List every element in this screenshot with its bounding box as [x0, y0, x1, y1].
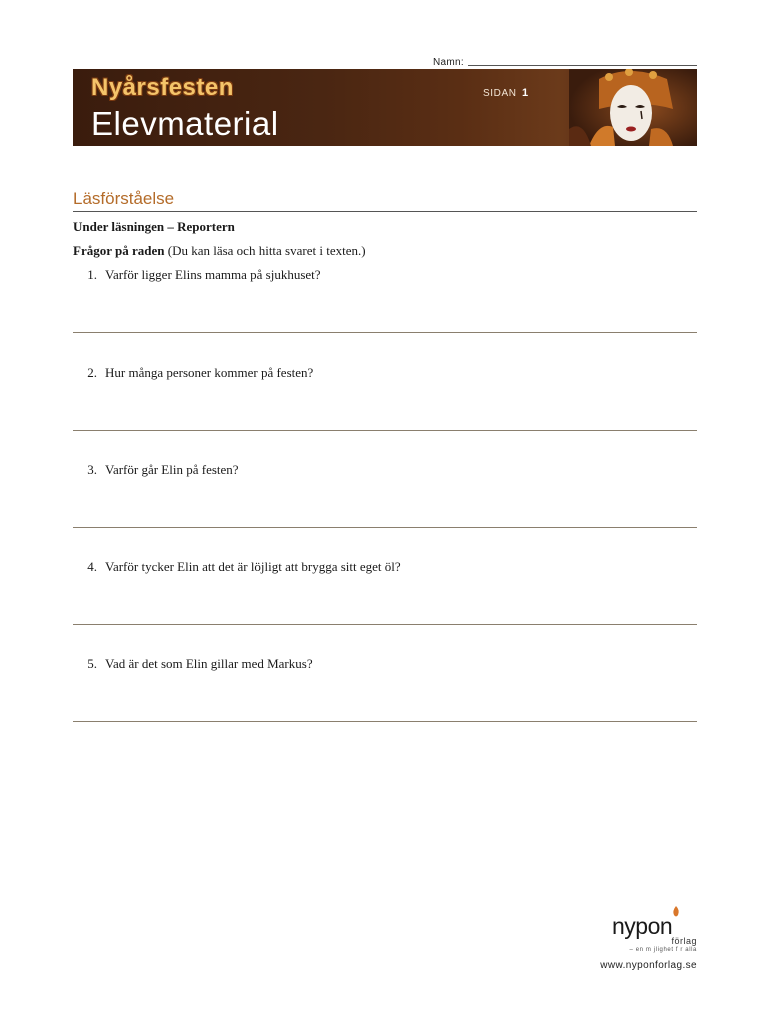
- question-number: 1.: [87, 267, 97, 282]
- answer-line[interactable]: [73, 527, 697, 528]
- name-input-line[interactable]: [468, 65, 697, 66]
- banner-title: Nyårsfesten: [91, 74, 234, 101]
- instructions-text: (Du kan läsa och hitta svaret i texten.): [164, 243, 366, 258]
- banner-subtitle: Elevmaterial: [91, 105, 279, 142]
- question-text: Varför tycker Elin att det är löjligt att brygga sitt eget öl?: [105, 559, 401, 574]
- answer-line[interactable]: [73, 624, 697, 625]
- subheading: Under läsningen – Reportern: [73, 219, 235, 234]
- question-item: [73, 365, 313, 381]
- section-divider: [73, 211, 697, 212]
- instructions: [73, 243, 366, 259]
- question-item: [73, 656, 313, 672]
- question-number: 5.: [87, 656, 97, 671]
- answer-line[interactable]: [73, 721, 697, 722]
- question-number: 3.: [87, 462, 97, 477]
- answer-line[interactable]: [73, 430, 697, 431]
- question-text: Hur många personer kommer på festen?: [105, 365, 314, 380]
- page-label: SIDAN: [483, 88, 517, 99]
- question-item: [73, 559, 401, 575]
- carnival-mask-image: [569, 69, 697, 146]
- header-banner: [73, 69, 697, 146]
- instructions-bold: Frågor på raden: [73, 243, 165, 258]
- question-text: Vad är det som Elin gillar med Markus?: [105, 656, 313, 671]
- page-number: 1: [522, 87, 529, 99]
- name-field[interactable]: [433, 54, 697, 68]
- name-label: Namn:: [433, 57, 464, 68]
- question-text: Varför ligger Elins mamma på sjukhuset?: [105, 267, 321, 282]
- question-text: Varför går Elin på festen?: [105, 462, 239, 477]
- section-title: Läsförståelse: [73, 189, 175, 208]
- question-item: [73, 462, 239, 478]
- question-item: [73, 267, 321, 283]
- publisher-logo: [612, 905, 697, 955]
- question-number: 4.: [87, 559, 97, 574]
- question-number: 2.: [87, 365, 97, 380]
- website-link[interactable]: www.nyponforlag.se: [600, 960, 697, 971]
- logo-sub: förlag: [671, 936, 697, 946]
- answer-line[interactable]: [73, 332, 697, 333]
- logo-tagline: – en m jlighet f r alla: [629, 947, 697, 953]
- logo-name: nypon: [612, 913, 673, 939]
